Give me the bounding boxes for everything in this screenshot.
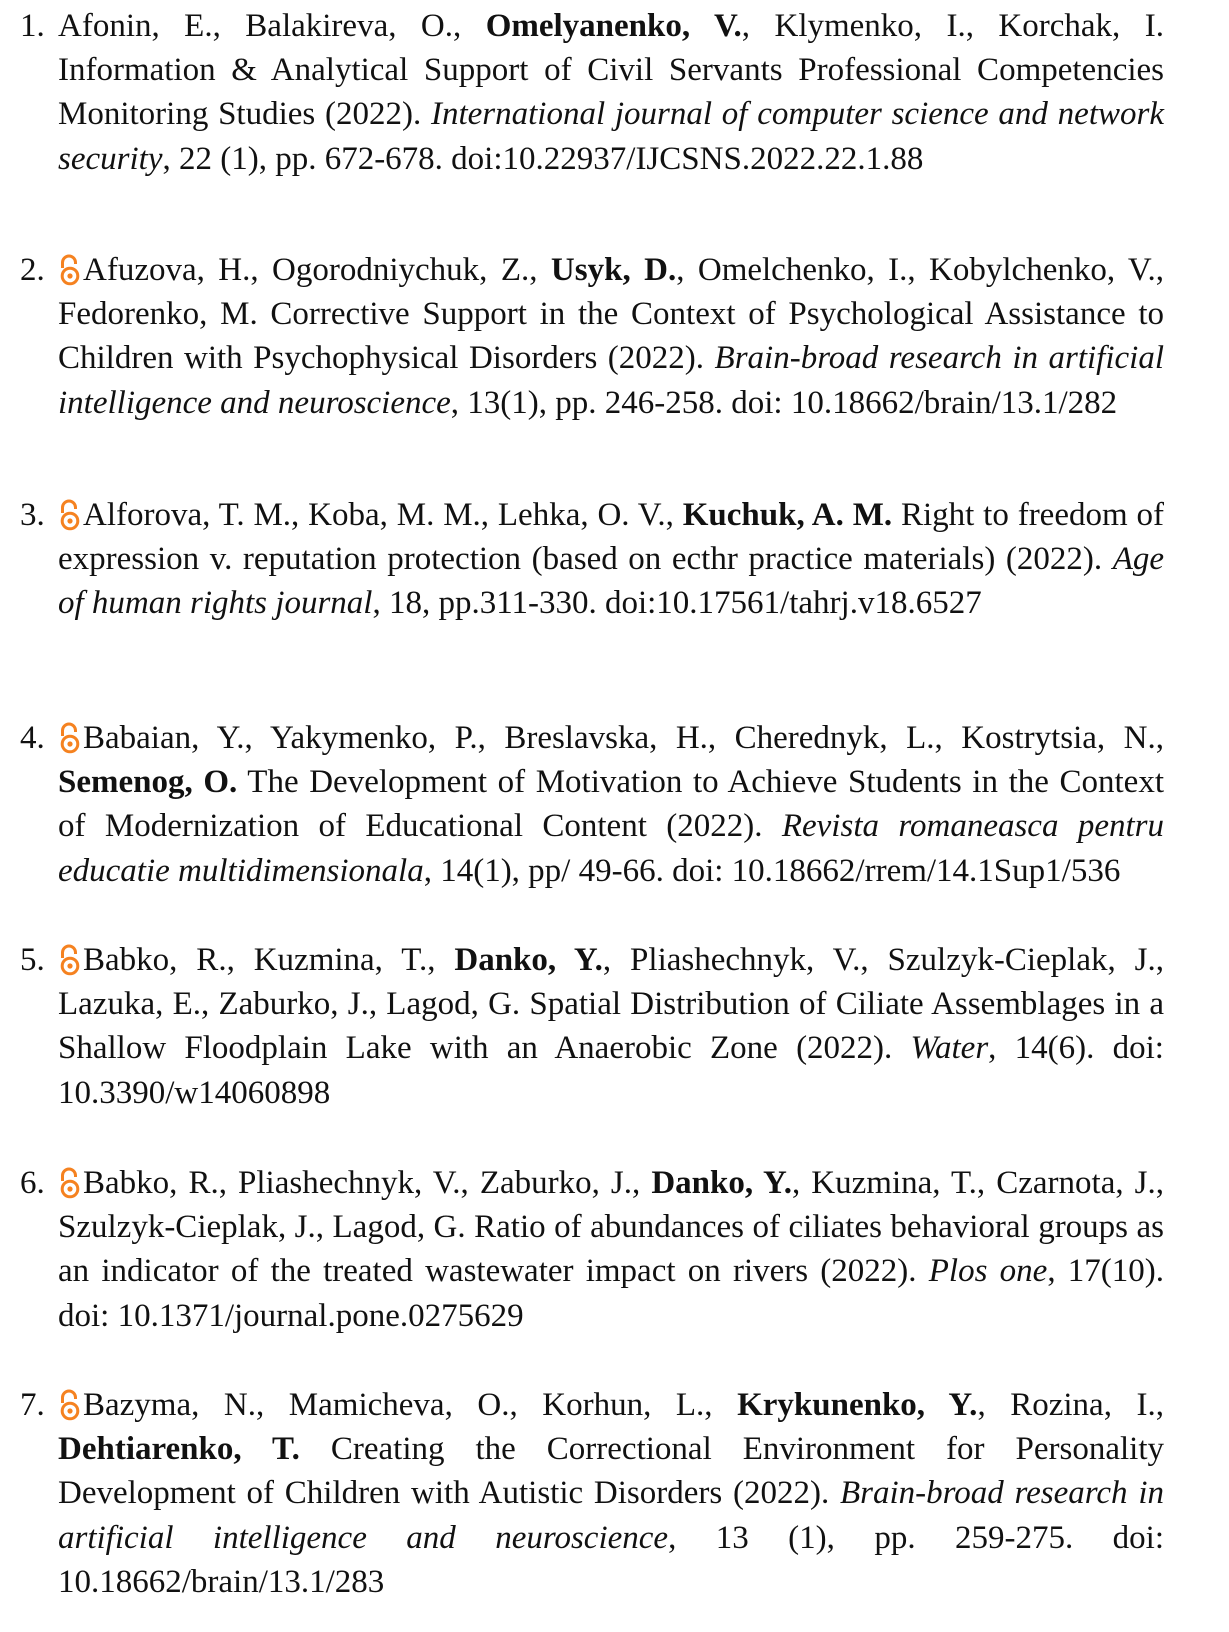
- reference-segment: Creating the Correctional Environment for Personality Development of Children with Autistic Disorders (2022).: [58, 1431, 1164, 1512]
- reference-segment: , 14(6). doi: 10.3390/w14060898: [58, 1030, 1164, 1111]
- journal-title: Plos one: [928, 1253, 1048, 1290]
- reference-text: [58, 493, 1164, 626]
- reference-segment: , 22 (1), pp. 672-678. doi:10.22937/IJCSNS.2022.22.1.88: [162, 140, 924, 177]
- author-highlight: Krykunenko, Y.: [737, 1387, 978, 1423]
- reference-item: [0, 4, 1229, 181]
- journal-title: International journal of computer science and network security: [58, 96, 1164, 177]
- reference-number: 2.: [20, 252, 45, 288]
- reference-segment: The Development of Motivation to Achieve Students in the Context of Modernization of Educational Content (2022).: [58, 764, 1164, 845]
- reference-segment: , 13(1), pp. 246-258. doi: 10.18662/brain/13.1/282: [450, 384, 1118, 421]
- reference-item: [0, 1383, 1229, 1604]
- open-access-lock-icon: [58, 1389, 82, 1421]
- reference-segment: Right to freedom of expression v. reputation protection (based on ecthr practice materials) (2022).: [58, 497, 1164, 578]
- journal-title: Brain-broad research in artificial intelligence and neuroscience: [58, 340, 1164, 421]
- journal-title: Water: [910, 1030, 989, 1067]
- reference-item: [0, 493, 1229, 626]
- reference-number: 3.: [20, 497, 45, 533]
- reference-segment: , Kuzmina, T., Czarnota, J., Szulzyk-Cieplak, J., Lagod, G. Ratio of abundances of ciliates behavioral groups as an indicator of the treated wastewater impact on rivers (2022).: [58, 1165, 1164, 1290]
- reference-segment: , Rozina, I.,: [977, 1387, 1164, 1423]
- reference-segment: Bazyma, N., Mamicheva, O., Korhun, L.,: [83, 1387, 738, 1423]
- reference-segment: , 18, pp.311-330. doi:10.17561/tahrj.v18.6527: [372, 585, 982, 622]
- author-highlight: Danko, Y.: [651, 1165, 792, 1201]
- author-highlight: Usyk, D.: [550, 252, 677, 288]
- author-highlight: Omelyanenko, V.: [485, 8, 742, 44]
- author-highlight: Kuchuk, A. M.: [682, 497, 893, 533]
- reference-text: [58, 1383, 1164, 1604]
- reference-text: [58, 4, 1164, 181]
- reference-item: [0, 716, 1229, 893]
- open-access-lock-icon: [58, 1167, 82, 1199]
- reference-number: 7.: [20, 1387, 45, 1423]
- reference-segment: , Klymenko, I., Korchak, I. Information & Analytical Support of Civil Servants Professional Competencies Monitoring Studies (2022).: [58, 8, 1164, 133]
- journal-title: Brain-broad research in artificial intelligence and neuroscience: [58, 1475, 1164, 1556]
- open-access-lock-icon: [58, 254, 82, 286]
- reference-text: [58, 248, 1164, 425]
- author-highlight: Dehtiarenko, T.: [58, 1431, 300, 1468]
- author-highlight: Semenog, O.: [58, 764, 238, 801]
- reference-segment: Afuzova, H., Ogorodniychuk, Z.,: [83, 252, 551, 288]
- reference-segment: , 14(1), pp/ 49-66. doi: 10.18662/rrem/14.1Sup1/536: [423, 852, 1121, 889]
- reference-text: [58, 716, 1164, 893]
- reference-segment: , 13 (1), pp. 259-275. doi: 10.18662/brain/13.1/283: [58, 1519, 1165, 1600]
- reference-number: 4.: [20, 720, 45, 756]
- reference-text: [58, 1161, 1164, 1338]
- reference-segment: Babaian, Y., Yakymenko, P., Breslavska, H., Cherednyk, L., Kostrytsia, N.,: [83, 720, 1164, 756]
- reference-segment: Afonin, E., Balakireva, O.,: [58, 8, 486, 44]
- reference-item: [0, 938, 1229, 1115]
- reference-item: [0, 1161, 1229, 1338]
- reference-segment: , Pliashechnyk, V., Szulzyk-Cieplak, J., Lazuka, E., Zaburko, J., Lagod, G. Spatial Distribution of Ciliate Assemblages in a Shallow Floodplain Lake with an Anaerobic Zone (2022).: [58, 942, 1164, 1067]
- reference-segment: , Omelchenko, I., Kobylchenko, V., Fedorenko, M. Corrective Support in the Context of Psychological Assistance to Children with Psychophysical Disorders (2022).: [58, 252, 1165, 377]
- reference-item: [0, 248, 1229, 425]
- open-access-lock-icon: [58, 722, 82, 754]
- reference-segment: Babko, R., Pliashechnyk, V., Zaburko, J.,: [83, 1165, 652, 1201]
- reference-number: 5.: [20, 942, 45, 978]
- journal-title: Age of human rights journal: [58, 541, 1164, 622]
- reference-segment: , 17(10). doi: 10.1371/journal.pone.0275629: [58, 1253, 1165, 1334]
- reference-segment: Alforova, T. M., Koba, M. M., Lehka, O. V.,: [83, 497, 683, 533]
- reference-text: [58, 938, 1164, 1115]
- open-access-lock-icon: [58, 499, 82, 531]
- open-access-lock-icon: [58, 944, 82, 976]
- reference-number: 6.: [20, 1165, 45, 1201]
- reference-number: 1.: [20, 8, 45, 44]
- reference-segment: Babko, R., Kuzmina, T.,: [83, 942, 455, 978]
- author-highlight: Danko, Y.: [454, 942, 603, 978]
- journal-title: Revista romaneasca pentru educatie multidimensionala: [58, 808, 1164, 889]
